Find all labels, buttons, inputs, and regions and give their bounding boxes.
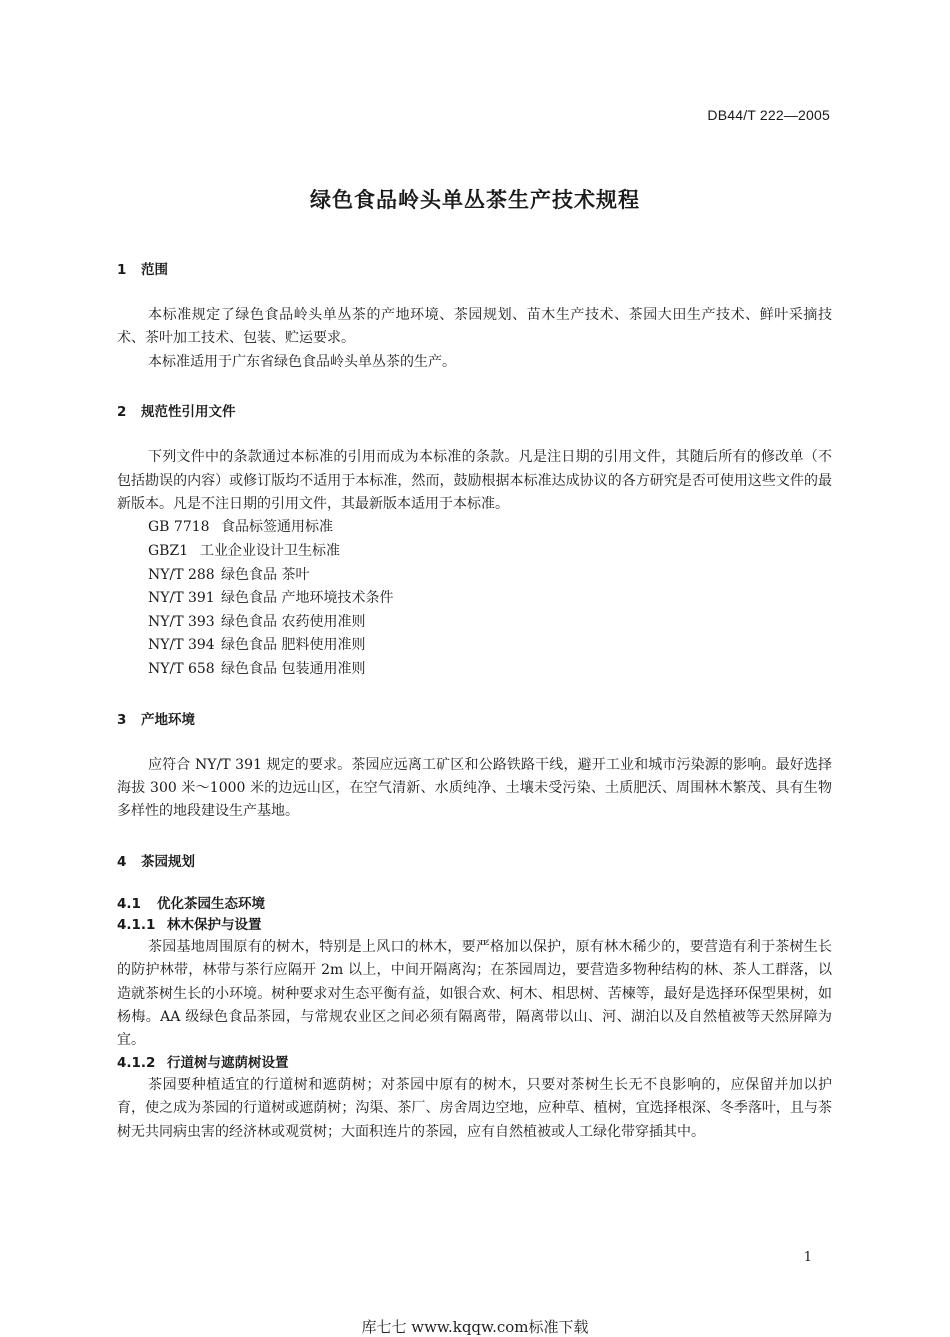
reference-code: NY/T 288 xyxy=(148,566,215,583)
section-title: 范围 xyxy=(141,262,168,278)
reference-item xyxy=(117,540,832,564)
reference-code: GBZ1 xyxy=(148,543,189,560)
section-heading xyxy=(117,400,832,424)
reference-code: NY/T 394 xyxy=(148,637,215,654)
reference-item xyxy=(117,611,832,635)
subsection-heading xyxy=(117,1053,832,1074)
subsection-number: 4.1.1 xyxy=(117,916,156,933)
paragraph: 下列文件中的条款通过本标准的引用而成为本标准的条款。凡是注日期的引用文件，其随后所有的修改单（不包括勘误的内容）或修订版均不适用于本标准，然而，鼓励根据本标准达成协议的各方研究是否可使用这些文件的最新版本。凡是不注日期的引用文件，其最新版本适用于本标准。 xyxy=(117,449,832,513)
reference-item xyxy=(117,658,832,682)
subsection-number: 4.1.2 xyxy=(117,1054,156,1071)
section-number: 1 xyxy=(117,262,127,278)
section-number: 3 xyxy=(117,711,127,728)
reference-name: 绿色食品 包装通用准则 xyxy=(221,661,366,677)
reference-name: 食品标签通用标准 xyxy=(221,519,333,536)
subsection-title: 林木保护与设置 xyxy=(167,916,262,933)
reference-name: 绿色食品 肥料使用准则 xyxy=(221,637,366,654)
reference-item xyxy=(117,516,832,540)
reference-code: GB 7718 xyxy=(148,519,210,536)
reference-code: NY/T 393 xyxy=(148,613,215,630)
paragraph: 茶园基地周围原有的树木，特别是上风口的林木，要严格加以保护，原有林木稀少的，要营造有利于茶树生长的防护林带，林带与茶行应隔开 2m 以上，中间开隔离沟；在茶园周边，要营造多物种结构的林、茶人工群落，以造就茶树生长的小环境。树种要求对生态平衡有益，如银合欢、柯木、相思树、苦楝等，最好是选择环保型果树，如杨梅。AA 级绿色食品茶园，与常规农业区之间必须有隔离带，隔离带以山、河、湖泊以及自然植被等天然屏障为宜。 xyxy=(117,938,832,1049)
subsection-title: 行道树与遮荫树设置 xyxy=(167,1054,289,1071)
section-heading xyxy=(117,708,832,732)
reference-list xyxy=(117,516,832,681)
document-title: 绿色食品岭头单丛茶生产技术规程 xyxy=(310,188,640,212)
paragraph: 本标准规定了绿色食品岭头单丛茶的产地环境、茶园规划、苗木生产技术、茶园大田生产技术、鲜叶采摘技术、茶叶加工技术、包装、贮运要求。 xyxy=(117,307,832,347)
subsection-heading xyxy=(117,894,832,915)
section-number: 4 xyxy=(117,853,127,870)
section-number: 2 xyxy=(117,404,127,421)
watermark-text: 库七七 www.kqqw.com标准下载 xyxy=(361,1318,589,1336)
page-number: 1 xyxy=(803,1250,812,1265)
reference-item xyxy=(117,564,832,588)
document-body xyxy=(117,258,832,1144)
section-title: 规范性引用文件 xyxy=(141,404,236,421)
standard-code: DB44/T 222—2005 xyxy=(707,107,830,123)
reference-name: 绿色食品 农药使用准则 xyxy=(221,613,366,630)
paragraph: 茶园要种植适宜的行道树和遮荫树；对茶园中原有的树木，只要对茶树生长无不良影响的，应保留并加以护育，使之成为茶园的行道树或遮荫树；沟渠、茶厂、房舍周边空地，应种草、植树，宜选择根深、冬季落叶，且与茶树无共同病虫害的经济林或观赏树；大面积连片的茶园，应有自然植被或人工绿化带穿插其中。 xyxy=(117,1076,832,1140)
section-heading xyxy=(117,258,832,282)
subsection-title: 优化茶园生态环境 xyxy=(157,895,265,912)
reference-name: 工业企业设计卫生标准 xyxy=(200,543,340,560)
reference-name: 绿色食品 茶叶 xyxy=(221,566,310,583)
reference-name: 绿色食品 产地环境技术条件 xyxy=(221,590,394,607)
section-title: 产地环境 xyxy=(141,711,195,728)
subsection-number: 4.1 xyxy=(117,895,141,912)
reference-code: NY/T 391 xyxy=(148,590,215,607)
paragraph: 应符合 NY/T 391 规定的要求。茶园应远离工矿区和公路铁路干线，避开工业和城市污染源的影响。最好选择海拔 300 米～1000 米的边远山区，在空气清新、水质纯净、土壤未受污染、土质肥沃、周围林木繁茂、具有生物多样性的地段建设生产基地。 xyxy=(117,756,832,820)
reference-item xyxy=(117,587,832,611)
reference-code: NY/T 658 xyxy=(148,661,215,677)
paragraph: 本标准适用于广东省绿色食品岭头单丛茶的生产。 xyxy=(148,353,456,370)
subsection-heading xyxy=(117,915,832,936)
section-heading xyxy=(117,850,832,874)
reference-item xyxy=(117,634,832,658)
section-title: 茶园规划 xyxy=(141,853,195,870)
